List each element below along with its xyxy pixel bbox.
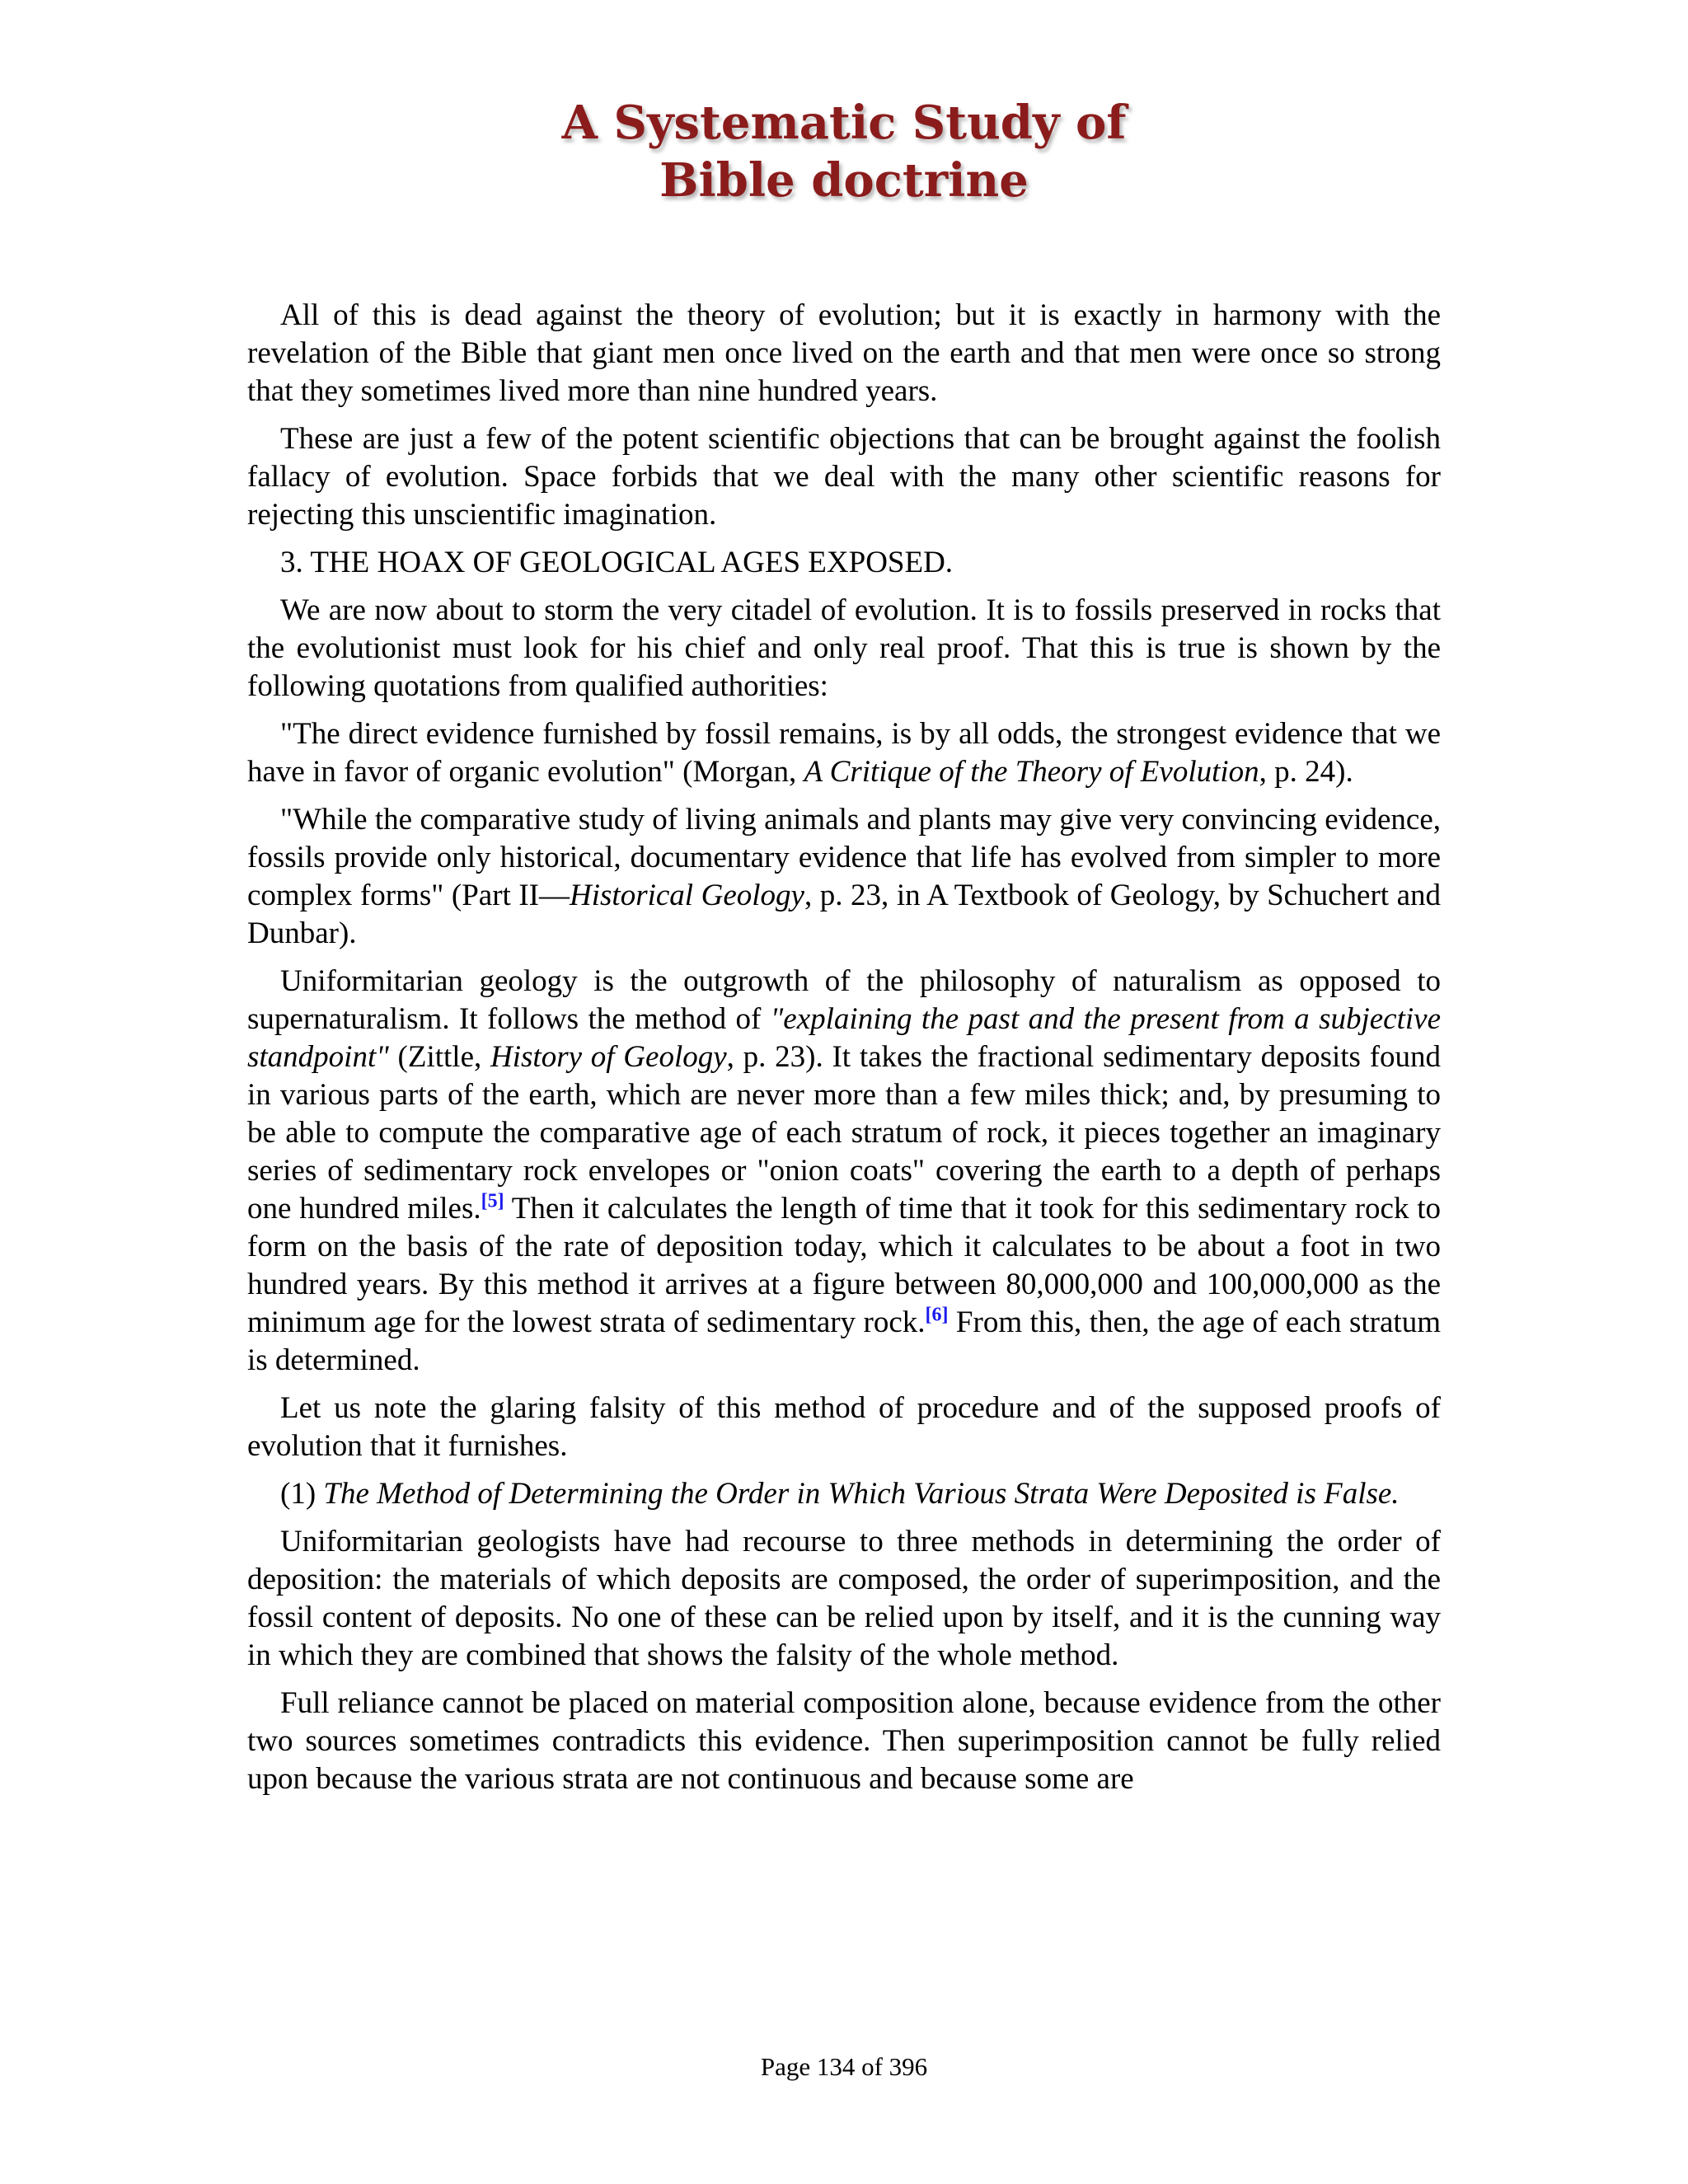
paragraph	[247, 420, 1441, 534]
footnote-link-6[interactable]: [6]	[925, 1304, 949, 1326]
paragraph	[247, 1685, 1441, 1798]
paragraph	[247, 1523, 1441, 1675]
quote-text: "The direct evidence furnished by fossil remains, is by all odds, the strongest evidence that we have in favor of organic evolution" (Morgan,	[247, 717, 1441, 789]
body-text	[247, 297, 1441, 1808]
paragraph-text: Then it calculates the length of time that it took for this sedimentary rock to form on the basis of the rate of deposition today, which it calculates to be about a foot in two hundred years. By this method it arrives at a figure between 80,000,000 and 100,000,000 as the minimum age for the lowest strata of sedimentary rock.	[247, 1192, 1441, 1339]
paragraph-text: Uniformitarian geologists have had recourse to three methods in determining the order of deposition: the materials of which deposits are composed, the order of superimposition, and the fossil content of deposits. No one of these can be relied upon by itself, and it is the cunning way in which they are combined that shows the falsity of the whole method.	[247, 1525, 1441, 1672]
paragraph-text: From this, then, the age of each stratum is determined.	[247, 1305, 1441, 1377]
paragraph-text: These are just a few of the potent scientific objections that can be brought against the foolish fallacy of evolution. Space forbids that we deal with the many other scientific reasons for rejecting this unscientific imagination.	[247, 422, 1441, 532]
paragraph-text: Uniformitarian geology is the outgrowth of the philosophy of naturalism as opposed to supernaturalism. It follows the method of	[247, 964, 1441, 1036]
section-heading	[247, 544, 1441, 582]
footnote-link-5[interactable]: [5]	[481, 1190, 504, 1212]
paragraph-text: , p. 23). It takes the fractional sedimentary deposits found in various parts of the earth, which are never more than a few miles thick; and, by presuming to be able to compute the comparative age of each stratum of rock, it pieces together an imaginary series of sedimentary rock envelopes or "onion coats" covering the earth to a depth of perhaps one hundred miles.	[247, 1040, 1442, 1226]
quotation-paragraph	[247, 801, 1441, 953]
footnote-ref-6	[926, 1305, 949, 1326]
paragraph-text: Let us note the glaring falsity of this method of procedure and of the supposed proofs of evolution that it furnishes.	[247, 1391, 1441, 1463]
subheading-number: (1)	[280, 1477, 324, 1511]
paragraph	[247, 1390, 1441, 1465]
paragraph-text: We are now about to storm the very citadel of evolution. It is to fossils preserved in rocks that the evolutionist must look for his chief and only real proof. That this is true is shown by the following quotations from qualified authorities:	[247, 593, 1441, 703]
citation-text: , p. 24).	[1259, 755, 1353, 789]
citation-text: , p. 23, in A Textbook of Geology, by Schuchert and Dunbar).	[247, 879, 1442, 950]
book-title: History of Geology	[490, 1040, 727, 1074]
paragraph	[247, 963, 1441, 1380]
book-title: A Critique of the Theory of Evolution	[804, 755, 1259, 789]
quotation-paragraph	[247, 715, 1441, 791]
section-heading-text: 3. THE HOAX OF GEOLOGICAL AGES EXPOSED.	[280, 546, 954, 579]
subheading-text: The Method of Determining the Order in Which Various Strata Were Deposited is False.	[323, 1477, 1400, 1511]
header-title-logo	[561, 96, 1127, 221]
paragraph-text: (Zittle,	[388, 1040, 491, 1074]
paragraph	[247, 592, 1441, 705]
italic-quote: "explaining the past and the present from a subjective standpoint"	[247, 1002, 1442, 1074]
paragraph-text: Full reliance cannot be placed on material composition alone, because evidence from the other two sources sometimes contradicts this evidence. Then superimposition cannot be fully relied upon because the various strata are not continuous and because some are	[247, 1686, 1441, 1796]
book-title: Historical Geology	[570, 879, 804, 912]
header-title-line1: A Systematic Study of	[561, 96, 1127, 150]
subheading-paragraph	[247, 1475, 1441, 1513]
footnote-ref-5	[481, 1191, 504, 1212]
header-title-graphic	[561, 96, 1127, 221]
page-number: Page 134 of 396	[760, 2052, 928, 2081]
header-title-line2: Bible doctrine	[659, 153, 1029, 208]
paragraph	[247, 297, 1441, 410]
paragraph-text: All of this is dead against the theory of evolution; but it is exactly in harmony with the revelation of the Bible that giant men once lived on the earth and that men were once so strong that they sometimes lived more than nine hundred years.	[247, 298, 1441, 408]
quote-text: "While the comparative study of living animals and plants may give very convincing evidence, fossils provide only historical, documentary evidence that life has evolved from simpler to more complex forms" (Part II—	[247, 803, 1441, 912]
